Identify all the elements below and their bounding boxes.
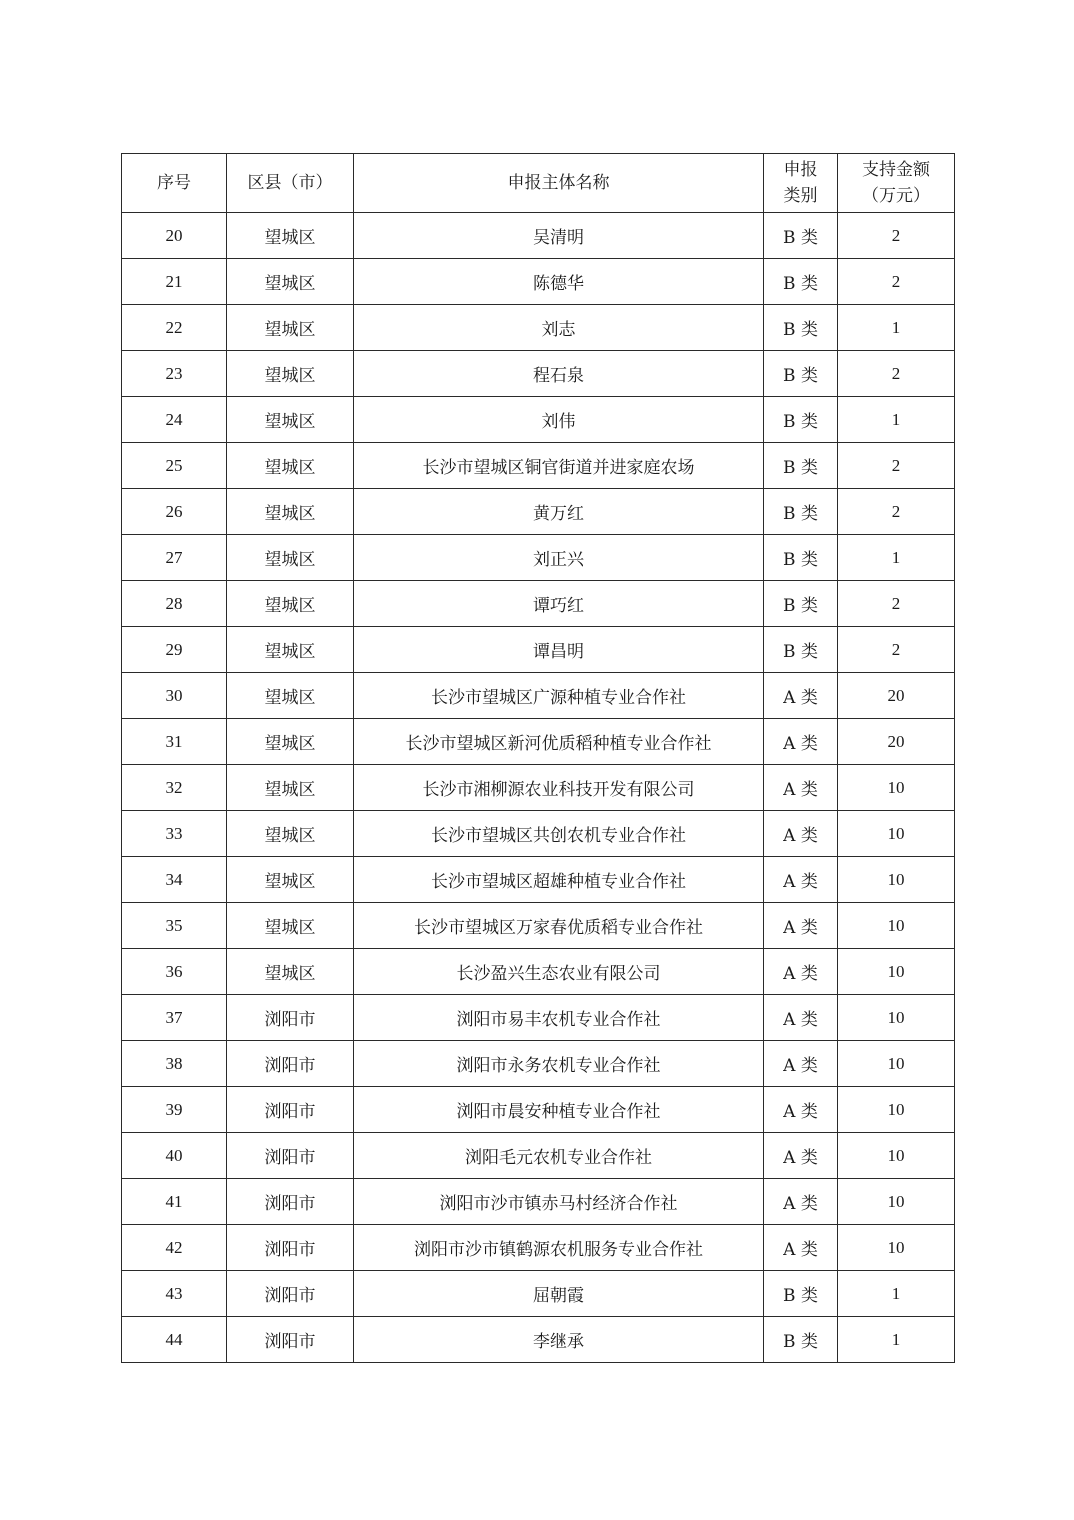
cell-amount: 10 [838,903,955,949]
cell-applicant-name: 刘伟 [354,397,764,443]
table-row [122,811,955,857]
cell-applicant-name: 刘志 [354,305,764,351]
header-amount-line1: 支持金额 [862,160,930,180]
cell-seq: 33 [122,811,227,857]
cell-district: 浏阳市 [227,1041,354,1087]
cell-applicant-name: 谭昌明 [354,627,764,673]
table-row [122,719,955,765]
cell-amount: 10 [838,1087,955,1133]
cell-applicant-name: 程石泉 [354,351,764,397]
table-row [122,535,955,581]
cell-category: B 类 [764,213,838,259]
cell-applicant-name: 陈德华 [354,259,764,305]
cell-seq: 29 [122,627,227,673]
cell-category: B 类 [764,259,838,305]
cell-category: A 类 [764,995,838,1041]
cell-seq: 20 [122,213,227,259]
cell-category: A 类 [764,673,838,719]
cell-category: A 类 [764,1225,838,1271]
cell-amount: 2 [838,259,955,305]
cell-applicant-name: 长沙市望城区铜官街道并进家庭农场 [354,443,764,489]
cell-seq: 23 [122,351,227,397]
cell-amount: 20 [838,673,955,719]
cell-applicant-name: 长沙盈兴生态农业有限公司 [354,949,764,995]
cell-seq: 28 [122,581,227,627]
cell-district: 望城区 [227,535,354,581]
cell-amount: 2 [838,581,955,627]
cell-seq: 35 [122,903,227,949]
cell-district: 望城区 [227,949,354,995]
cell-amount: 1 [838,1317,955,1363]
cell-seq: 25 [122,443,227,489]
cell-district: 浏阳市 [227,1225,354,1271]
cell-amount: 2 [838,351,955,397]
cell-amount: 1 [838,535,955,581]
cell-applicant-name: 长沙市望城区新河优质稻种植专业合作社 [354,719,764,765]
cell-seq: 43 [122,1271,227,1317]
header-category-line1: 申报 [783,160,818,180]
cell-amount: 10 [838,811,955,857]
cell-district: 浏阳市 [227,995,354,1041]
table-body [122,213,955,1363]
cell-seq: 39 [122,1087,227,1133]
cell-category: B 类 [764,1271,838,1317]
cell-seq: 31 [122,719,227,765]
table-row [122,673,955,719]
cell-district: 望城区 [227,397,354,443]
cell-category: A 类 [764,1087,838,1133]
table-row [122,213,955,259]
header-amount [838,154,955,213]
table-row [122,581,955,627]
cell-category: A 类 [764,949,838,995]
cell-district: 望城区 [227,903,354,949]
header-amount-line2: （万元） [862,186,930,206]
table-row [122,489,955,535]
cell-applicant-name: 谭巧红 [354,581,764,627]
cell-district: 望城区 [227,719,354,765]
cell-category: B 类 [764,305,838,351]
table-row [122,1317,955,1363]
cell-district: 浏阳市 [227,1133,354,1179]
cell-district: 望城区 [227,673,354,719]
funding-table [121,153,955,1363]
cell-applicant-name: 浏阳市沙市镇鹤源农机服务专业合作社 [354,1225,764,1271]
header-row [122,154,955,213]
cell-district: 望城区 [227,489,354,535]
cell-seq: 24 [122,397,227,443]
cell-applicant-name: 长沙市望城区万家春优质稻专业合作社 [354,903,764,949]
table-row [122,1225,955,1271]
cell-district: 望城区 [227,811,354,857]
cell-seq: 26 [122,489,227,535]
cell-applicant-name: 长沙市湘柳源农业科技开发有限公司 [354,765,764,811]
cell-amount: 10 [838,1041,955,1087]
cell-applicant-name: 长沙市望城区共创农机专业合作社 [354,811,764,857]
cell-amount: 2 [838,443,955,489]
cell-applicant-name: 李继承 [354,1317,764,1363]
cell-district: 望城区 [227,351,354,397]
cell-seq: 38 [122,1041,227,1087]
cell-category: B 类 [764,1317,838,1363]
cell-applicant-name: 浏阳毛元农机专业合作社 [354,1133,764,1179]
cell-category: A 类 [764,857,838,903]
header-name: 申报主体名称 [354,154,764,213]
table-row [122,351,955,397]
cell-seq: 36 [122,949,227,995]
cell-category: A 类 [764,903,838,949]
table-row [122,1133,955,1179]
cell-applicant-name: 浏阳市易丰农机专业合作社 [354,995,764,1041]
cell-applicant-name: 刘正兴 [354,535,764,581]
cell-applicant-name: 屈朝霞 [354,1271,764,1317]
cell-amount: 1 [838,397,955,443]
table-header [122,154,955,213]
table-row [122,1179,955,1225]
table-row [122,857,955,903]
cell-district: 浏阳市 [227,1271,354,1317]
table-row [122,903,955,949]
cell-applicant-name: 浏阳市晨安种植专业合作社 [354,1087,764,1133]
cell-seq: 32 [122,765,227,811]
cell-applicant-name: 长沙市望城区广源种植专业合作社 [354,673,764,719]
cell-seq: 27 [122,535,227,581]
cell-seq: 34 [122,857,227,903]
cell-category: A 类 [764,1133,838,1179]
cell-district: 望城区 [227,857,354,903]
cell-amount: 1 [838,305,955,351]
cell-amount: 20 [838,719,955,765]
cell-category: A 类 [764,1041,838,1087]
table-row [122,1087,955,1133]
cell-category: A 类 [764,765,838,811]
cell-amount: 10 [838,1133,955,1179]
cell-district: 望城区 [227,259,354,305]
cell-amount: 10 [838,949,955,995]
table-row [122,259,955,305]
cell-district: 浏阳市 [227,1179,354,1225]
cell-district: 浏阳市 [227,1087,354,1133]
table-row [122,949,955,995]
cell-district: 望城区 [227,443,354,489]
cell-seq: 40 [122,1133,227,1179]
cell-amount: 2 [838,627,955,673]
cell-seq: 21 [122,259,227,305]
cell-category: B 类 [764,443,838,489]
cell-amount: 10 [838,995,955,1041]
header-category [764,154,838,213]
cell-amount: 2 [838,213,955,259]
cell-category: A 类 [764,1179,838,1225]
table-row [122,765,955,811]
cell-category: B 类 [764,535,838,581]
cell-amount: 10 [838,1225,955,1271]
cell-district: 望城区 [227,581,354,627]
header-category-line2: 类别 [783,186,818,206]
table-row [122,627,955,673]
header-seq: 序号 [122,154,227,213]
cell-category: B 类 [764,351,838,397]
cell-seq: 41 [122,1179,227,1225]
table-row [122,305,955,351]
cell-applicant-name: 浏阳市永务农机专业合作社 [354,1041,764,1087]
cell-category: A 类 [764,719,838,765]
cell-applicant-name: 黄万红 [354,489,764,535]
table-row [122,397,955,443]
cell-district: 望城区 [227,627,354,673]
cell-category: B 类 [764,581,838,627]
cell-amount: 1 [838,1271,955,1317]
cell-applicant-name: 吴清明 [354,213,764,259]
cell-district: 望城区 [227,765,354,811]
cell-applicant-name: 浏阳市沙市镇赤马村经济合作社 [354,1179,764,1225]
cell-district: 望城区 [227,213,354,259]
cell-amount: 10 [838,1179,955,1225]
cell-district: 望城区 [227,305,354,351]
table-row [122,995,955,1041]
table-row [122,1041,955,1087]
cell-seq: 42 [122,1225,227,1271]
cell-amount: 10 [838,857,955,903]
document-page [121,153,954,1363]
cell-seq: 44 [122,1317,227,1363]
cell-seq: 22 [122,305,227,351]
cell-amount: 10 [838,765,955,811]
cell-category: B 类 [764,489,838,535]
cell-applicant-name: 长沙市望城区超雄种植专业合作社 [354,857,764,903]
header-district: 区县（市） [227,154,354,213]
table-row [122,1271,955,1317]
cell-district: 浏阳市 [227,1317,354,1363]
cell-amount: 2 [838,489,955,535]
cell-seq: 37 [122,995,227,1041]
cell-category: A 类 [764,811,838,857]
cell-category: B 类 [764,397,838,443]
table-row [122,443,955,489]
cell-category: B 类 [764,627,838,673]
cell-seq: 30 [122,673,227,719]
